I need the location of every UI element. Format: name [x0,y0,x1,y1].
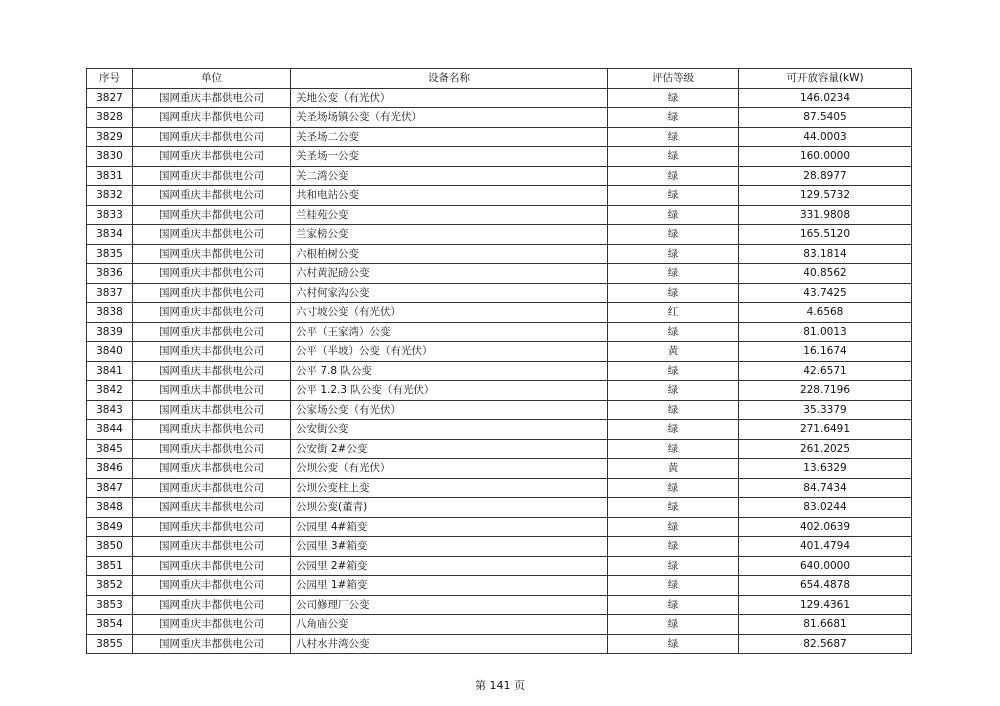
cell-rating: 绿 [608,595,739,615]
cell-rating: 绿 [608,127,739,147]
cell-rating: 绿 [608,88,739,108]
header-rating: 评估等级 [608,69,739,89]
table-row [87,400,912,420]
cell-capacity: 81.0013 [739,322,912,342]
cell-device-name: 关地公变（有光伏） [291,88,608,108]
table-row [87,615,912,635]
cell-device-name: 公家场公变（有光伏） [291,400,608,420]
table-row [87,244,912,264]
cell-capacity: 129.5732 [739,186,912,206]
cell-device-name: 公坝公变（有光伏） [291,459,608,479]
cell-index: 3844 [87,420,133,440]
cell-index: 3845 [87,439,133,459]
table-row [87,108,912,128]
cell-rating: 绿 [608,108,739,128]
cell-unit: 国网重庆丰都供电公司 [133,595,291,615]
cell-unit: 国网重庆丰都供电公司 [133,264,291,284]
cell-index: 3846 [87,459,133,479]
cell-unit: 国网重庆丰都供电公司 [133,205,291,225]
table-body [87,88,912,654]
cell-capacity: 84.7434 [739,478,912,498]
cell-index: 3841 [87,361,133,381]
cell-rating: 绿 [608,147,739,167]
cell-device-name: 公园里 1#箱变 [291,576,608,596]
table-row [87,537,912,557]
table-row [87,361,912,381]
cell-unit: 国网重庆丰都供电公司 [133,381,291,401]
page-number: 第 141 页 [475,679,525,692]
cell-rating: 绿 [608,498,739,518]
cell-unit: 国网重庆丰都供电公司 [133,615,291,635]
table-row [87,322,912,342]
cell-capacity: 271.6491 [739,420,912,440]
cell-capacity: 28.8977 [739,166,912,186]
cell-rating: 绿 [608,615,739,635]
cell-rating: 绿 [608,361,739,381]
cell-capacity: 4.6568 [739,303,912,323]
cell-rating: 绿 [608,205,739,225]
cell-device-name: 关圣场一公变 [291,147,608,167]
table-row [87,186,912,206]
cell-rating: 绿 [608,186,739,206]
cell-unit: 国网重庆丰都供电公司 [133,244,291,264]
table-row [87,439,912,459]
capacity-table [86,68,912,654]
cell-capacity: 146.0234 [739,88,912,108]
table-row [87,283,912,303]
cell-unit: 国网重庆丰都供电公司 [133,322,291,342]
cell-unit: 国网重庆丰都供电公司 [133,108,291,128]
cell-rating: 绿 [608,439,739,459]
cell-device-name: 公园里 2#箱变 [291,556,608,576]
cell-capacity: 261.2025 [739,439,912,459]
cell-capacity: 165.5120 [739,225,912,245]
cell-capacity: 82.5687 [739,634,912,654]
cell-capacity: 401.4794 [739,537,912,557]
cell-capacity: 640.0000 [739,556,912,576]
table-row [87,420,912,440]
cell-rating: 绿 [608,556,739,576]
cell-device-name: 六寸坡公变（有光伏） [291,303,608,323]
cell-device-name: 公平 7.8 队公变 [291,361,608,381]
cell-device-name: 公司修理厂公变 [291,595,608,615]
cell-device-name: 六村黄泥磅公变 [291,264,608,284]
cell-capacity: 83.0244 [739,498,912,518]
cell-index: 3840 [87,342,133,362]
cell-index: 3847 [87,478,133,498]
table-row [87,459,912,479]
cell-rating: 绿 [608,322,739,342]
cell-device-name: 公坝公变柱上变 [291,478,608,498]
table-row [87,147,912,167]
cell-device-name: 公平（半坡）公变（有光伏） [291,342,608,362]
cell-device-name: 公园里 3#箱变 [291,537,608,557]
cell-rating: 红 [608,303,739,323]
cell-index: 3833 [87,205,133,225]
table-row [87,342,912,362]
cell-index: 3828 [87,108,133,128]
cell-device-name: 公平（王家湾）公变 [291,322,608,342]
cell-capacity: 13.6329 [739,459,912,479]
cell-device-name: 兰家榜公变 [291,225,608,245]
table-header-row [87,69,912,89]
header-device-name: 设备名称 [291,69,608,89]
cell-index: 3834 [87,225,133,245]
cell-unit: 国网重庆丰都供电公司 [133,303,291,323]
cell-rating: 绿 [608,166,739,186]
cell-index: 3830 [87,147,133,167]
cell-rating: 绿 [608,537,739,557]
table-row [87,303,912,323]
cell-device-name: 共和电站公变 [291,186,608,206]
cell-device-name: 兰桂苑公变 [291,205,608,225]
cell-rating: 绿 [608,517,739,537]
cell-index: 3850 [87,537,133,557]
cell-device-name: 公园里 4#箱变 [291,517,608,537]
cell-device-name: 六村何家沟公变 [291,283,608,303]
cell-rating: 绿 [608,478,739,498]
cell-rating: 绿 [608,634,739,654]
cell-unit: 国网重庆丰都供电公司 [133,517,291,537]
cell-index: 3843 [87,400,133,420]
cell-unit: 国网重庆丰都供电公司 [133,576,291,596]
cell-unit: 国网重庆丰都供电公司 [133,556,291,576]
cell-index: 3831 [87,166,133,186]
cell-index: 3836 [87,264,133,284]
cell-device-name: 八角庙公变 [291,615,608,635]
table-row [87,478,912,498]
header-unit: 单位 [133,69,291,89]
cell-rating: 绿 [608,264,739,284]
cell-rating: 绿 [608,381,739,401]
cell-unit: 国网重庆丰都供电公司 [133,88,291,108]
cell-unit: 国网重庆丰都供电公司 [133,478,291,498]
cell-capacity: 42.6571 [739,361,912,381]
table-row [87,127,912,147]
table-row [87,264,912,284]
cell-index: 3835 [87,244,133,264]
cell-device-name: 六根柏树公变 [291,244,608,264]
cell-unit: 国网重庆丰都供电公司 [133,147,291,167]
cell-unit: 国网重庆丰都供电公司 [133,498,291,518]
cell-device-name: 公坝公变(董青) [291,498,608,518]
cell-index: 3829 [87,127,133,147]
cell-capacity: 331.9808 [739,205,912,225]
cell-index: 3852 [87,576,133,596]
table-row [87,576,912,596]
table-row [87,595,912,615]
table-row [87,381,912,401]
cell-device-name: 八村水井湾公变 [291,634,608,654]
cell-index: 3854 [87,615,133,635]
cell-unit: 国网重庆丰都供电公司 [133,459,291,479]
cell-unit: 国网重庆丰都供电公司 [133,420,291,440]
cell-unit: 国网重庆丰都供电公司 [133,342,291,362]
cell-unit: 国网重庆丰都供电公司 [133,361,291,381]
table-row [87,556,912,576]
cell-capacity: 35.3379 [739,400,912,420]
cell-index: 3848 [87,498,133,518]
cell-index: 3842 [87,381,133,401]
cell-index: 3827 [87,88,133,108]
cell-rating: 绿 [608,400,739,420]
table-row [87,517,912,537]
cell-unit: 国网重庆丰都供电公司 [133,400,291,420]
cell-device-name: 公安街 2#公变 [291,439,608,459]
header-capacity: 可开放容量(kW) [739,69,912,89]
cell-rating: 黄 [608,342,739,362]
cell-device-name: 关圣场二公变 [291,127,608,147]
cell-device-name: 关圣场场镇公变（有光伏） [291,108,608,128]
cell-unit: 国网重庆丰都供电公司 [133,439,291,459]
table-row [87,634,912,654]
cell-capacity: 402.0639 [739,517,912,537]
cell-capacity: 40.8562 [739,264,912,284]
cell-rating: 绿 [608,225,739,245]
cell-capacity: 81.6681 [739,615,912,635]
cell-index: 3832 [87,186,133,206]
cell-unit: 国网重庆丰都供电公司 [133,283,291,303]
cell-capacity: 160.0000 [739,147,912,167]
cell-capacity: 654.4878 [739,576,912,596]
cell-rating: 绿 [608,576,739,596]
cell-unit: 国网重庆丰都供电公司 [133,166,291,186]
table-row [87,88,912,108]
cell-unit: 国网重庆丰都供电公司 [133,225,291,245]
cell-capacity: 83.1814 [739,244,912,264]
cell-capacity: 16.1674 [739,342,912,362]
cell-rating: 绿 [608,244,739,264]
table-row [87,166,912,186]
header-index: 序号 [87,69,133,89]
cell-capacity: 129.4361 [739,595,912,615]
cell-capacity: 228.7196 [739,381,912,401]
table-row [87,498,912,518]
cell-unit: 国网重庆丰都供电公司 [133,127,291,147]
table-row [87,205,912,225]
cell-capacity: 43.7425 [739,283,912,303]
cell-unit: 国网重庆丰都供电公司 [133,537,291,557]
cell-index: 3839 [87,322,133,342]
cell-rating: 绿 [608,283,739,303]
cell-index: 3855 [87,634,133,654]
cell-unit: 国网重庆丰都供电公司 [133,634,291,654]
cell-index: 3838 [87,303,133,323]
cell-device-name: 关二湾公变 [291,166,608,186]
cell-device-name: 公平 1.2.3 队公变（有光伏） [291,381,608,401]
cell-device-name: 公安街公变 [291,420,608,440]
cell-index: 3837 [87,283,133,303]
cell-rating: 黄 [608,459,739,479]
table-row [87,225,912,245]
cell-index: 3853 [87,595,133,615]
cell-rating: 绿 [608,420,739,440]
cell-capacity: 44.0003 [739,127,912,147]
cell-unit: 国网重庆丰都供电公司 [133,186,291,206]
cell-index: 3849 [87,517,133,537]
cell-capacity: 87.5405 [739,108,912,128]
cell-index: 3851 [87,556,133,576]
